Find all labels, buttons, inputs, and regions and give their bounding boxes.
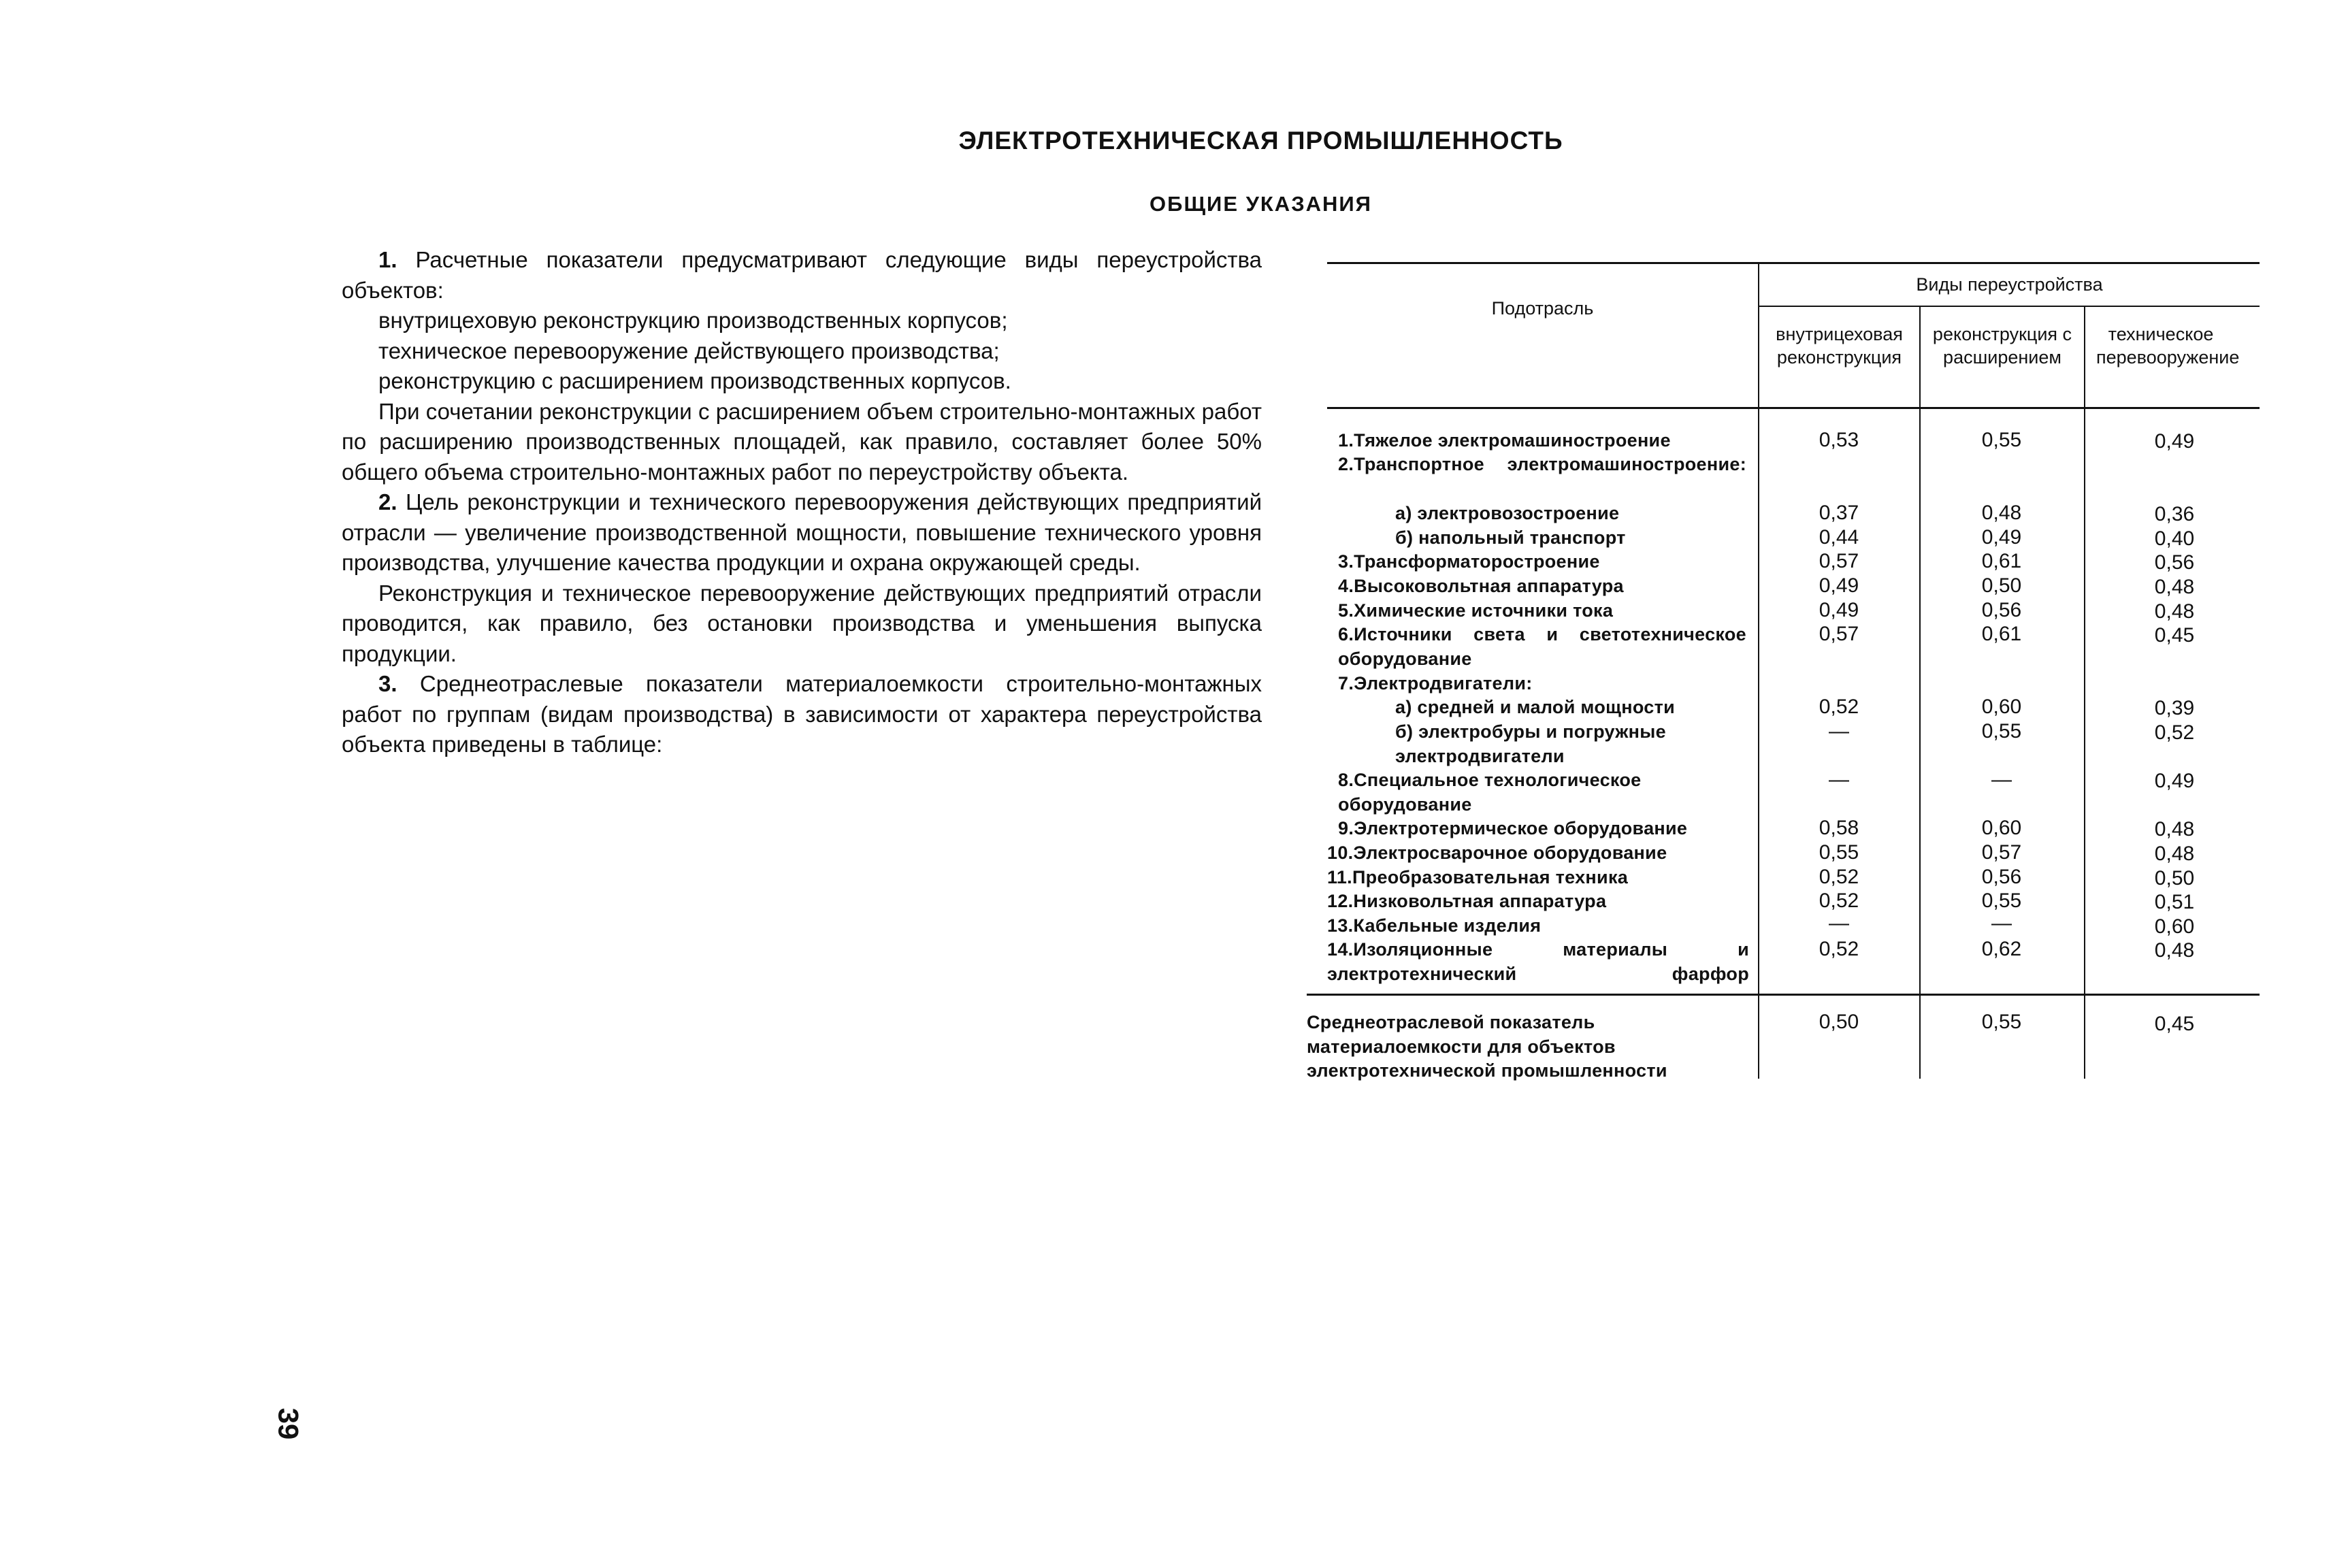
summary-cell: 0,55 [1981,1011,2022,1033]
paragraph-2-text: Цель реконструкции и технического перевооружения действующих предприятий отрасли — увеличение производственной мощности, повышение технического уровня производства, улучшение качества продукции и охрана окружающей среды. [342,489,1262,575]
paragraph-2 [342,487,1262,578]
table-cell: 0,49 [1819,599,1859,621]
table-cell: 0,56 [1981,599,2022,621]
table-cell: 0,48 [2154,818,2195,840]
header-col-expansion: реконструкция с расширением [1932,324,2072,368]
summary-cell: 0,50 [1819,1011,1859,1033]
table-cell: 0,60 [2154,915,2195,938]
table-cell: — [1991,768,2012,791]
header-col-reequipment: техническое перевооружение [2096,324,2240,368]
summary-row-label: Среднеотраслевой показатель материалоемкости для объектов электротехнической промышленности [1307,1012,1667,1081]
table-cell: 0,52 [1819,889,1859,912]
table-header-divider [1758,306,2260,307]
table-cell: 0,60 [1981,817,2022,839]
table-row-label: 9.Электротермическое оборудование [1338,818,1688,838]
paragraph-3 [342,669,1262,760]
table-cell: 0,55 [1981,889,2022,912]
table-cell: 0,57 [1981,841,2022,864]
table-cell: 0,50 [1981,574,2022,597]
table-cell: — [1829,912,1849,934]
list-item: внутрицеховую реконструкцию производственных корпусов; [378,308,1008,333]
table-cell: 0,52 [1819,938,1859,960]
table-row-label: 10.Электросварочное оборудование [1327,843,1667,863]
table-cell: 0,48 [1981,502,2022,524]
paragraph-1 [342,245,1262,306]
table-cell: 0,53 [1819,429,1859,451]
table-cell: 0,39 [2154,697,2195,719]
table-row-label: 4.Высоковольтная аппаратура [1338,576,1624,596]
table-cell: 0,55 [1981,720,2022,742]
list-item: реконструкцию с расширением производственных корпусов. [378,368,1011,393]
page-number: 39 [272,1407,305,1440]
table-cell: 0,49 [2154,430,2195,453]
table-cell: 0,56 [2154,551,2195,574]
table-cell: 0,57 [1819,623,1859,645]
table-cell: — [1829,720,1849,742]
table-summary-rule [1307,994,2260,996]
table-row-label: 5.Химические источники тока [1338,600,1614,621]
table-cell: 0,60 [1981,696,2022,718]
table-row-label: а) средней и малой мощности [1395,697,1675,717]
paragraph-1-number: 1. [378,247,397,272]
table-row-label: 13.Кабельные изделия [1327,915,1542,936]
table-cell: 0,52 [2154,721,2195,744]
table-cell: 0,61 [1981,550,2022,572]
table-cell: 0,48 [2154,576,2195,598]
paragraph-2-number: 2. [378,489,397,514]
table-row-label: 12.Низковольтная аппаратура [1327,891,1607,911]
table-cell: 0,49 [1819,574,1859,597]
table-cell: 0,50 [2154,867,2195,889]
table-cell: 0,45 [2154,624,2195,647]
table-row-label: 1.Тяжелое электромашиностроение [1338,430,1671,451]
table-cell: 0,36 [2154,503,2195,525]
table-cell: 0,52 [1819,866,1859,888]
paragraph-3-text: Среднеотраслевые показатели материалоемкости строительно-монтажных работ по группам (видам производства) в зависимости от характера переустройства объекта приведены в таблице: [342,671,1262,757]
table-cell: 0,58 [1819,817,1859,839]
table-top-rule [1327,262,2260,264]
table-cell: 0,55 [1819,841,1859,864]
table-cell: 0,48 [2154,939,2195,962]
table-cell: 0,51 [2154,891,2195,913]
table-vertical-rule [2084,306,2085,1079]
table-cell: 0,48 [2154,843,2195,865]
table-cell: 0,52 [1819,696,1859,718]
summary-cell: 0,45 [2154,1013,2195,1035]
section-title: ОБЩИЕ УКАЗАНИЯ [1150,192,1372,216]
paragraph-3-number: 3. [378,671,397,696]
table-cell: 0,62 [1981,938,2022,960]
table-row-label-text: 2.Транспортное электромашиностроение: [1338,454,1746,474]
text-column [342,245,1262,760]
table-row-label: 7.Электродвигатели: [1338,673,1533,693]
table-cell: 0,56 [1981,866,2022,888]
table-row-label: б) напольный транспорт [1395,527,1626,548]
paragraph-2b: Реконструкция и техническое перевооружение действующих предприятий отрасли проводится, как правило, без остановки производства и уменьшения выпуска продукции. [342,580,1262,666]
table-header-bottom-rule [1327,407,2260,409]
page-title: ЭЛЕКТРОТЕХНИЧЕСКАЯ ПРОМЫШЛЕННОСТЬ [958,127,1563,154]
table-row-label [1338,453,1746,477]
table-vertical-rule [1919,306,1921,1079]
header-col-intrashop: внутрицеховая реконструкция [1776,324,1903,368]
table-cell: 0,48 [2154,600,2195,623]
table-cell: 0,44 [1819,526,1859,549]
table-cell: 0,37 [1819,502,1859,524]
table-cell: — [1991,912,2012,934]
table-cell: 0,40 [2154,527,2195,550]
table-row-label: 6.Источники света и светотехническое оборудование [1338,624,1746,669]
table-cell: 0,57 [1819,550,1859,572]
table-row-label: б) электробуры и погружные электродвигатели [1395,721,1666,766]
header-group: Виды переустройства [1916,274,2103,295]
table-row-label: 11.Преобразовательная техника [1327,867,1629,887]
table-row-label: а) электровозостроение [1395,503,1620,523]
table-row-label: 3.Трансформаторостроение [1338,551,1600,572]
table-row-label: 14.Изоляционные материалы и электротехнический фарфор [1327,939,1749,984]
table-cell: 0,49 [1981,526,2022,549]
header-subindustry: Подотрасль [1491,298,1594,318]
table-cell: 0,61 [1981,623,2022,645]
table-vertical-rule [1758,262,1759,1079]
paragraph-1b: При сочетании реконструкции с расширением объем строительно-монтажных работ по расширению производственных площадей, как правило, составляет более 50% общего объема строительно-монтажных работ по переустройству объекта. [342,398,1262,485]
paragraph-1-text: Расчетные показатели предусматривают следующие виды переустройства объектов: [342,247,1262,303]
table-cell: 0,55 [1981,429,2022,451]
table-cell: — [1829,768,1849,791]
list-item: техническое перевооружение действующего производства; [378,338,1000,363]
table-row-label: 8.Специальное технологическое оборудование [1338,770,1642,815]
table-cell: 0,49 [2154,770,2195,792]
